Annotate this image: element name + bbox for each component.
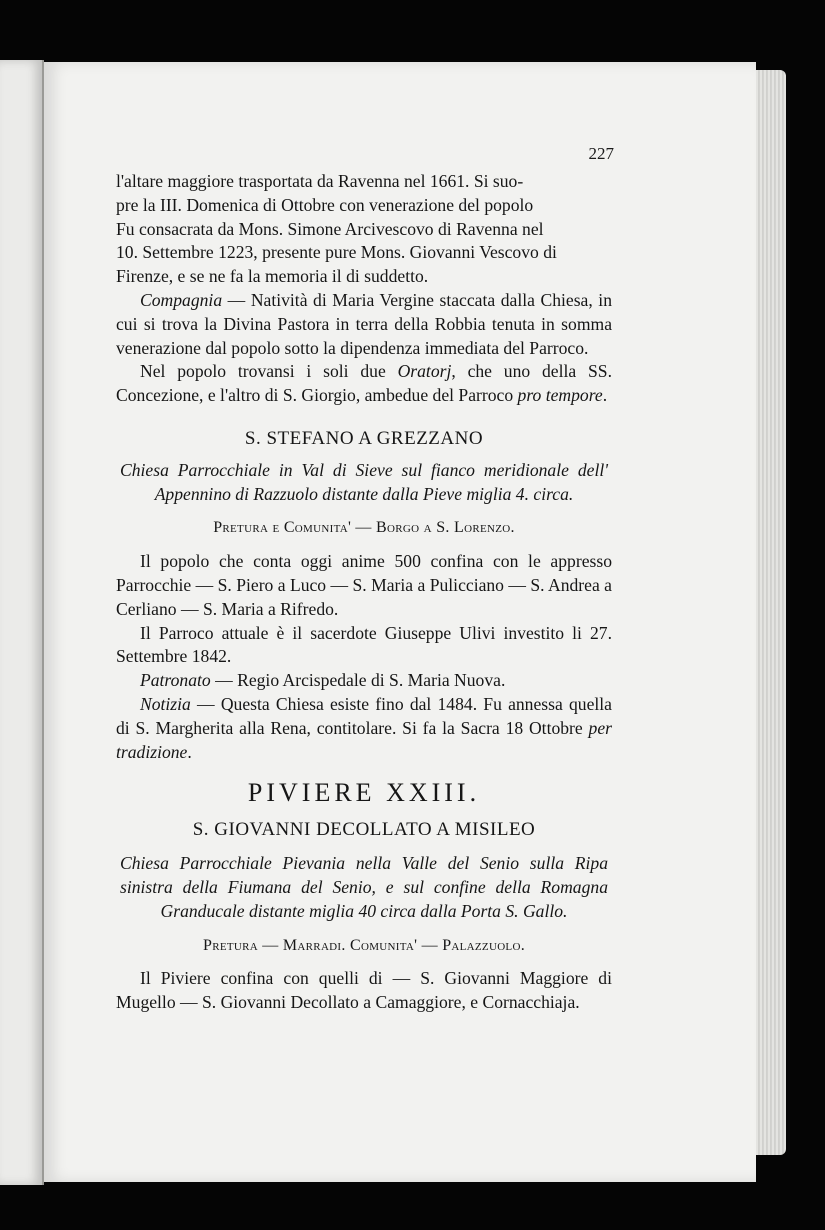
oratorj-italic: Oratorj xyxy=(397,361,452,382)
intro-line-4: 10. Settembre 1223, presente pure Mons. Giovanni Vescovo di xyxy=(116,242,557,263)
oratorj-text-post: . xyxy=(602,385,608,406)
notizia-label: Notizia xyxy=(140,693,191,714)
page-number: 227 xyxy=(588,144,614,163)
stefano-notizia-paragraph xyxy=(116,693,612,764)
stefano-parroco-paragraph: Il Parroco attuale è il sacerdote Giuseppe Ulivi investito li 27. Settembre 1842. xyxy=(116,622,612,667)
compagnia-label: Compagnia xyxy=(140,289,223,310)
compagnia-text: — Natività di Maria Vergine staccata dalla Chiesa, in cui si trova la Divina Pastora in terra della Robbia tenuta in somma venerazione dal popolo sotto la dipendenza immediata del Parroco. xyxy=(116,289,612,358)
stefano-patronato-paragraph xyxy=(116,669,612,693)
patronato-label: Patronato xyxy=(140,670,211,691)
facing-page-edge xyxy=(0,60,44,1185)
compagnia-paragraph xyxy=(116,289,612,360)
stefano-popolo-paragraph: Il popolo che conta oggi anime 500 confina con le appresso Parrocchie — S. Piero a Luco — S. Maria a Pulicciano — S. Andrea a Cerliano — S. Maria a Rifredo. xyxy=(116,551,612,619)
section-heading-giovanni: S. GIOVANNI DECOLLATO A MISILEO xyxy=(192,819,536,841)
pro-tempore-italic: pro tempore xyxy=(517,385,603,406)
oratorj-paragraph xyxy=(116,360,612,408)
page-text xyxy=(116,138,612,1015)
stefano-description: Chiesa Parrocchiale in Val di Sieve sul fianco meridionale dell' Appennino di Razzuolo distante dalla Pieve miglia 4. circa. xyxy=(120,459,608,504)
intro-line-3: Fu consacrata da Mons. Simone Arcivescovo di Ravenna nel xyxy=(116,218,544,239)
notizia-end: . xyxy=(187,741,192,762)
giovanni-confina-paragraph: Il Piviere confina con quelli di — S. Giovanni Maggiore di Mugello — S. Giovanni Decollato a Camaggiore, e Cornacchiaja. xyxy=(116,968,612,1013)
intro-line-2: pre la III. Domenica di Ottobre con venerazione del popolo xyxy=(116,194,534,215)
intro-line-1: l'altare maggiore trasportata da Ravenna nel 1661. Si suo- xyxy=(116,171,524,191)
patronato-text: — Regio Arcispedale di S. Maria Nuova. xyxy=(210,670,506,691)
stefano-pretura-line: Pretura e Comunita' — Borgo a S. Lorenzo. xyxy=(213,519,515,537)
notizia-text: — Questa Chiesa esiste fino dal 1484. Fu annessa quella di S. Margherita alla Rena, contitolare. Si fa la Sacra 18 Ottobre xyxy=(116,693,612,738)
section-heading-stefano: S. STEFANO A GREZZANO xyxy=(244,427,484,449)
piviere-heading: PIVIERE XXIII. xyxy=(247,778,481,808)
giovanni-description: Chiesa Parrocchiale Pievania nella Valle del Senio sulla Ripa sinistra della Fiumana del Senio, e sul confine della Romagna Granducale distante miglia 40 circa dalla Porta S. Gallo. xyxy=(120,853,608,921)
oratorj-text-pre: Nel popolo trovansi i soli due xyxy=(140,361,398,382)
giovanni-pretura-line: Pretura — Marradi. Comunita' — Palazzuolo. xyxy=(203,936,525,954)
per-tradizione-italic: per tradizione xyxy=(116,717,612,762)
page-stack-edge xyxy=(752,70,786,1155)
intro-line-5: Firenze, e se ne fa la memoria il di suddetto. xyxy=(116,266,429,287)
oratorj-text-mid: , che uno della SS. Concezione, e l'altro di S. Giorgio, ambedue del Parroco xyxy=(116,361,612,406)
